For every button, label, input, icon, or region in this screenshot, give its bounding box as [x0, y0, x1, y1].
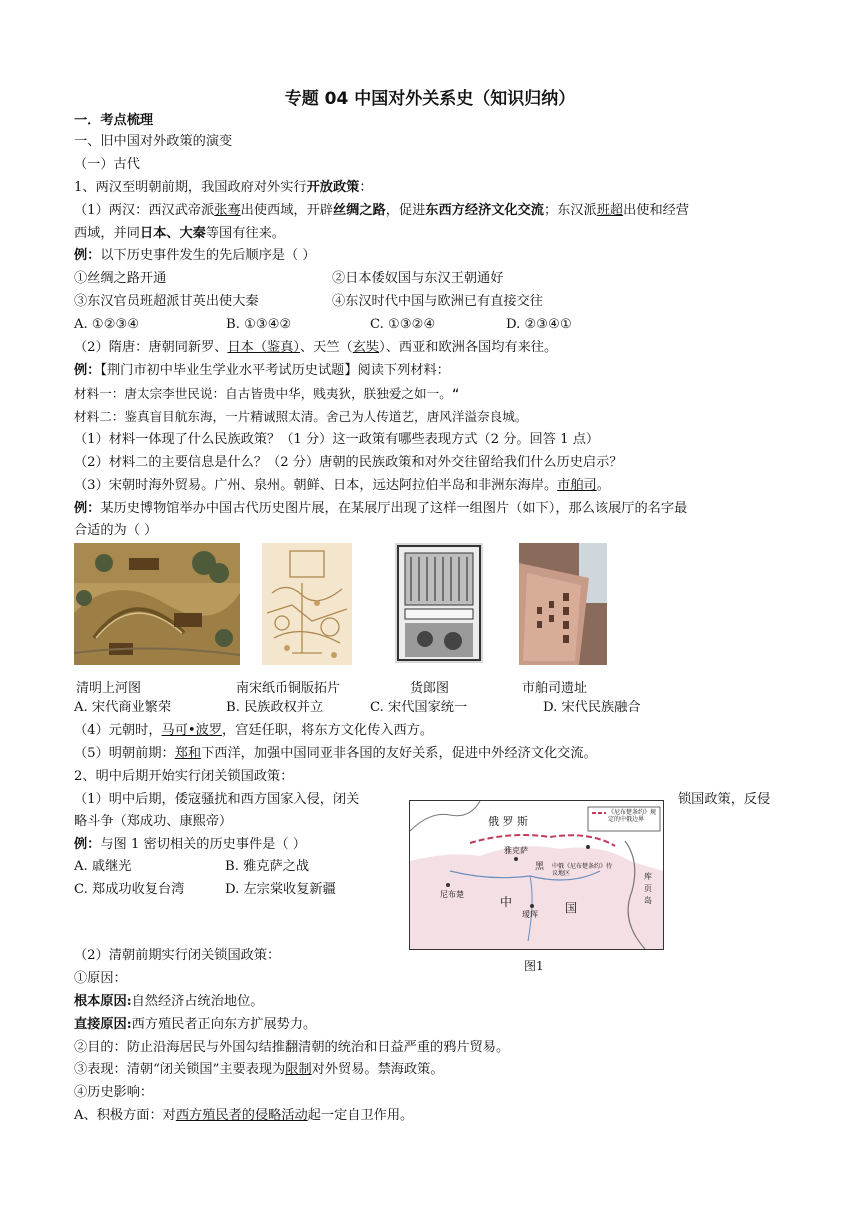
paragraph: （1）两汉：西汉武帝派张骞出使西域，开辟丝绸之路，促进东西方经济文化交流；东汉派班超出使和经营	[74, 203, 690, 218]
section-heading: 一．考点梳理	[74, 113, 154, 128]
answer-choice: C. 郑成功收复台湾	[74, 882, 185, 897]
paragraph: 西域，并同日本、大秦等国有往来。	[74, 226, 285, 241]
paragraph: （3）宋朝时海外贸易。广州、泉州。朝鲜、日本，远达阿拉伯半岛和非洲东海岸。市舶司。	[74, 478, 610, 493]
answer-choice: C. ①③②④	[370, 317, 436, 332]
paragraph: ②目的：防止沿海居民与外国勾结推翻清朝的统治和日益严重的鸦片贸易。	[74, 1040, 510, 1055]
material-text: 材料二：鉴真盲目航东海，一片精诚照太清。舍己为人传道艺，唐风洋溢奈良城。	[74, 409, 528, 424]
image-caption: 市舶司遗址	[522, 681, 588, 696]
answer-choice: D. 左宗棠收复新疆	[225, 882, 336, 897]
map-legend: 《尼布楚条约》规定的中俄边界	[608, 809, 657, 823]
answer-choice: A. ①②③④	[74, 317, 140, 332]
example-question: 例：某历史博物馆举办中国古代历史图片展，在某展厅出现了这样一组图片（如下），那么该展厅的名字最	[74, 501, 688, 516]
paragraph: 1、两汉至明朝前期，我国政府对外实行开放政策：	[74, 180, 373, 195]
paragraph: （5）明朝前期：郑和下西洋，加强中国同亚非各国的友好关系，促进中外经济文化交流。	[74, 746, 597, 761]
answer-choice: C. 宋代国家统一	[370, 700, 468, 715]
subheading: （一）古代	[74, 157, 140, 172]
paragraph: （4）元朝时，马可•波罗，宫廷任职，将东方文化传入西方。	[74, 723, 434, 738]
answer-choice: B. 雅克萨之战	[225, 859, 310, 874]
map-label: 黑	[535, 862, 545, 872]
paragraph: （2）隋唐：唐朝同新罗、日本（鉴真）、天竺（玄奘）、西亚和欧洲各国均有来往。	[74, 340, 558, 355]
example-question: 例：以下历史事件发生的先后顺序是（ ）	[74, 248, 316, 263]
page-title: 专题 04 中国对外关系史（知识归纳）	[284, 89, 576, 109]
subheading: 一、旧中国对外政策的演变	[74, 134, 233, 149]
image-caption: 南宋纸币铜版拓片	[236, 681, 341, 696]
option-row: ④东汉时代中国与欧洲已有直接交往	[332, 294, 543, 309]
example-question-cont: 合适的为（ ）	[74, 523, 158, 538]
paragraph: A、积极方面：对西方殖民者的侵略活动起一定自卫作用。	[74, 1108, 414, 1123]
answer-choice: A. 宋代商业繁荣	[74, 700, 172, 715]
map-label: 尼布楚	[440, 890, 464, 899]
paragraph: 直接原因:西方殖民者正向东方扩展势力。	[74, 1017, 317, 1032]
map-label: 国	[565, 901, 578, 915]
paragraph: 略斗争（郑成功、康熙帝）	[74, 814, 233, 829]
answer-choice: A. 戚继光	[74, 859, 132, 874]
answer-choice: B. 民族政权并立	[226, 700, 324, 715]
qingming-painting-image	[74, 543, 240, 665]
image-caption: 清明上河图	[76, 681, 142, 696]
paragraph: （2）清朝前期实行闭关锁国政策：	[74, 948, 281, 963]
treaty-map-figure	[409, 800, 664, 950]
figure-caption: 图1	[524, 959, 544, 973]
paragraph: 锁国政策，反侵	[678, 792, 771, 807]
answer-choice: B. ①③④②	[226, 317, 292, 332]
paragraph: ④历史影响：	[74, 1085, 154, 1100]
option-row: ②日本倭奴国与东汉王朝通好	[332, 271, 504, 286]
image-caption: 货郎图	[410, 681, 450, 696]
paragraph: （1）明中后期，倭寇骚扰和西方国家入侵，闭关	[74, 792, 360, 807]
shibosi-ruins-image	[519, 543, 607, 665]
map-label: 雅克萨	[504, 846, 528, 855]
option-row: ③东汉官员班超派甘英出使大秦	[74, 294, 259, 309]
answer-choice: D. ②③④①	[506, 317, 572, 332]
paragraph: 2、明中后期开始实行闭关锁国政策：	[74, 769, 294, 784]
answer-choice: D. 宋代民族融合	[543, 700, 641, 715]
map-label: 中俄《尼布楚条约》待议地区	[552, 863, 613, 877]
song-paper-money-image	[262, 543, 352, 665]
paragraph: ③表现：清朝“闭关锁国”主要表现为限制对外贸易。禁海政策。	[74, 1062, 444, 1077]
material-text: 材料一：唐太宗李世民说：自古皆贵中华，贱夷狄，朕独爱之如一。“	[74, 386, 460, 401]
example-question: 例：【荆门市初中毕业生学业水平考试历史试题】阅读下列材料：	[74, 363, 450, 378]
example-question: 例：与图 1 密切相关的历史事件是（ ）	[74, 837, 306, 852]
huolang-print-image	[395, 543, 483, 663]
option-row: ①丝绸之路开通	[74, 271, 167, 286]
map-label: 瑷珲	[522, 910, 538, 919]
map-label: 中	[500, 895, 513, 909]
map-label: 库页岛	[644, 872, 652, 905]
paragraph: ①原因：	[74, 971, 127, 986]
paragraph: 根本原因:自然经济占统治地位。	[74, 994, 264, 1009]
question-item: （1）材料一体现了什么民族政策？（1 分）这一政策有哪些表现方式（2 分。回答 1 点）	[74, 432, 600, 447]
map-label: 俄 罗 斯	[488, 815, 528, 828]
question-item: （2）材料二的主要信息是什么？（2 分）唐朝的民族政策和对外交往留给我们什么历史启示？	[74, 455, 623, 470]
